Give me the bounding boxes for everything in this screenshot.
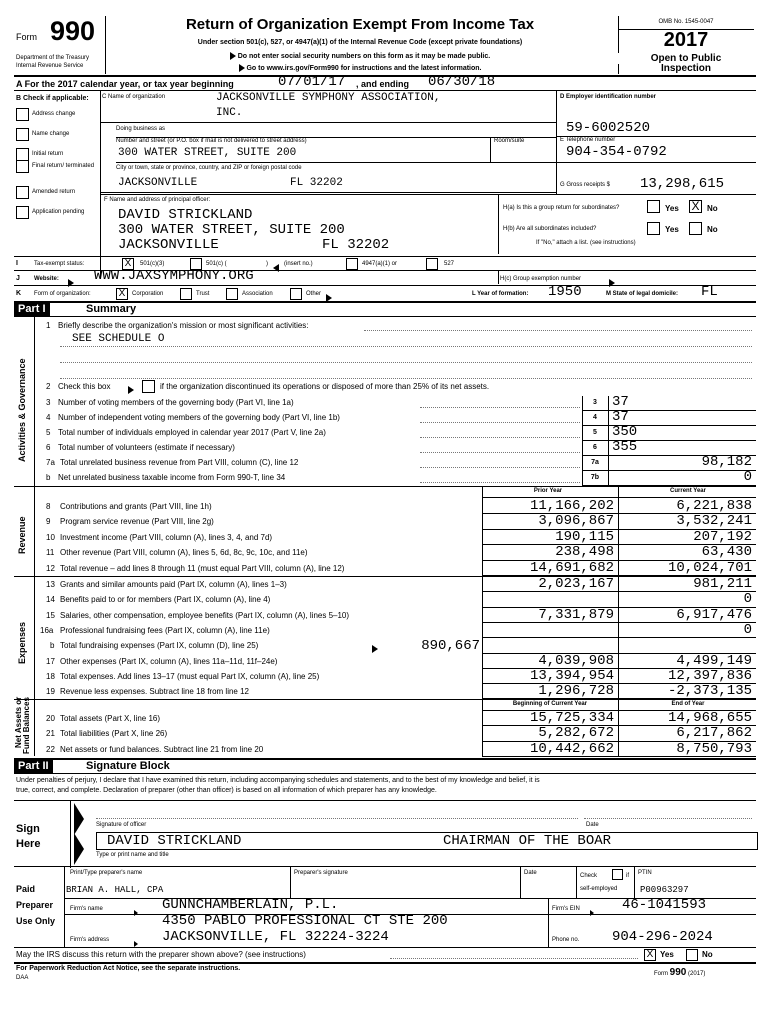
current-year-value: 12,397,836 <box>667 667 752 684</box>
org-city: JACKSONVILLE <box>118 177 198 189</box>
gov-line-text: Net unrelated business taxable income from Form 990-T, line 34 <box>58 473 286 482</box>
officer-printed-name: DAVID STRICKLAND <box>107 833 242 849</box>
fin-line-text: Other expenses (Part IX, column (A), lines 11a–11d, 11f–24e) <box>60 656 278 666</box>
gov-line-text: Total number of volunteers (estimate if necessary) <box>58 443 235 452</box>
tax-year-begin: 07/01/17 <box>278 74 346 90</box>
sign-arrow-icon <box>74 803 84 835</box>
prior-year-value: 14,691,682 <box>529 559 614 576</box>
4947-checkbox[interactable] <box>346 258 358 270</box>
prior-year-value: 5,282,672 <box>538 725 614 742</box>
open-public-2: Inspection <box>660 63 711 74</box>
b-item-label: Address change <box>32 111 76 117</box>
part1-label: Part I <box>14 303 50 316</box>
arrow-icon <box>590 904 594 922</box>
501c3-checkbox[interactable]: X <box>122 258 134 270</box>
year-formation: 1950 <box>548 284 582 300</box>
prior-year-value: 3,096,867 <box>538 513 614 530</box>
prior-year-value: 7,331,879 <box>538 606 614 623</box>
fin-line-text: Total expenses. Add lines 13–17 (must equal Part IX, column (A), line 25) <box>60 671 320 681</box>
arrow-left-icon <box>273 259 279 277</box>
fin-line-text: Program service revenue (Part VIII, line 2g) <box>60 517 214 527</box>
part2-title: Signature Block <box>86 760 170 772</box>
form-ref: Form 990 (2017) <box>654 967 706 978</box>
ha-label: H(a) Is this a group return for subordinates? <box>503 205 620 211</box>
other-checkbox[interactable] <box>290 288 302 300</box>
gov-line-text: Total number of individuals employed in calendar year 2017 (Part V, line 2a) <box>58 428 326 437</box>
prior-year-value: 238,498 <box>555 544 614 561</box>
prior-year-value: 13,394,954 <box>529 667 614 684</box>
self-employed-checkbox[interactable] <box>612 869 623 880</box>
hc-label: H(c) Group exemption number <box>500 276 582 282</box>
dept-line2: Internal Revenue Service <box>16 63 84 69</box>
part1-title: Summary <box>86 303 137 315</box>
gov-line-text: Number of voting members of the governing body (Part VI, line 1a) <box>58 398 294 407</box>
ptin-label: PTIN <box>638 870 652 876</box>
discuss-no-checkbox[interactable] <box>686 949 698 961</box>
hb-no-checkbox[interactable] <box>689 222 702 235</box>
arrow-icon <box>239 64 245 72</box>
sign-arrow-icon <box>74 833 84 865</box>
current-year-value: 207,192 <box>693 528 752 545</box>
current-year-value: 6,917,476 <box>676 606 752 623</box>
current-year-value: 14,968,655 <box>667 710 752 726</box>
officer-street: 300 WATER STREET, SUITE 200 <box>118 222 345 238</box>
hb-label: H(b) Are all subordinates included? <box>503 226 597 232</box>
dba-label: Doing business as <box>116 126 166 132</box>
prior-year-value: 1,296,728 <box>538 683 614 700</box>
preparer-date-label: Date <box>524 870 537 876</box>
form-subtitle: Under section 501(c), 527, or 4947(a)(1) of the Internal Revenue Code (except private foundations) <box>197 39 523 46</box>
current-year-value: 3,532,241 <box>676 513 752 530</box>
fin-line-text: Grants and similar amounts paid (Part IX, column (A), lines 1–3) <box>60 580 287 589</box>
current-year-value: 6,217,862 <box>676 725 752 742</box>
discuss-yes-checkbox[interactable]: X <box>644 949 656 961</box>
prior-year-value: 2,023,167 <box>538 576 614 592</box>
line1-text: Briefly describe the organization's mission or most significant activities: <box>58 321 309 330</box>
gov-line-value: 37 <box>612 394 629 410</box>
sidebar-expenses: Expenses <box>17 621 27 664</box>
org-state-zip: FL 32202 <box>290 177 343 189</box>
state-domicile: FL <box>701 284 718 300</box>
officer-name: DAVID STRICKLAND <box>118 207 253 223</box>
fin-line-text: Total revenue – add lines 8 through 11 (must equal Part VIII, column (A), line 12) <box>60 563 345 573</box>
current-year-value: 981,211 <box>693 576 752 592</box>
officer-name-title-field <box>96 832 758 850</box>
org-street: 300 WATER STREET, SUITE 200 <box>118 147 297 159</box>
tax-year-end: 06/30/18 <box>428 74 496 90</box>
firm-address-1: 4350 PABLO PROFESSIONAL CT STE 200 <box>162 913 448 929</box>
tax-year: 2017 <box>663 29 709 51</box>
fin-line-text: Investment income (Part VIII, column (A), lines 3, 4, and 7d) <box>60 532 273 542</box>
current-year-value: 6,221,838 <box>676 498 752 514</box>
association-checkbox[interactable] <box>226 288 238 300</box>
col-current-year: Current Year <box>670 488 706 494</box>
irs-instructions-note: Go to www.irs.gov/Form990 for instructions and the latest information. <box>105 64 615 72</box>
ha-no-checkbox[interactable]: X <box>689 200 702 213</box>
part2-label: Part II <box>14 760 53 773</box>
org-name-line1: JACKSONVILLE SYMPHONY ASSOCIATION, <box>216 92 441 104</box>
gross-receipts: 13,298,615 <box>640 176 725 192</box>
fin-line-text: Net assets or fund balances. Subtract line 21 from line 20 <box>60 744 264 754</box>
col-end-year: End of Year <box>671 701 705 707</box>
b-item-label: Application pending <box>32 209 85 215</box>
prior-year-value: 10,442,662 <box>529 740 614 757</box>
527-checkbox[interactable] <box>426 258 438 270</box>
current-year-value: -2,373,135 <box>667 683 752 700</box>
current-year-value: 0 <box>743 621 752 638</box>
gov-line-value: 98,182 <box>701 454 752 470</box>
arrow-icon <box>609 274 615 292</box>
gov-line-text: Total unrelated business revenue from Part VIII, column (C), line 12 <box>60 458 299 467</box>
fin-line-text: Revenue less expenses. Subtract line 18 from line 12 <box>60 687 249 697</box>
ssn-note: Do not enter social security numbers on this form as it may be made public. <box>105 52 615 60</box>
b-checkbox-4[interactable] <box>16 186 29 199</box>
hb-note: If "No," attach a list. (see instructions) <box>536 240 636 246</box>
fin-line-text: Contributions and grants (Part VIII, line 1h) <box>60 502 212 511</box>
org-name-label: C Name of organization <box>102 94 166 100</box>
ein-label: D Employer identification number <box>560 94 657 100</box>
b-checkbox-1[interactable] <box>16 128 29 141</box>
website: WWW.JAXSYMPHONY.ORG <box>94 268 254 284</box>
ha-yes-checkbox[interactable] <box>647 200 660 213</box>
officer-state-zip: FL 32202 <box>322 237 390 253</box>
fin-line-text: Total assets (Part X, line 16) <box>60 714 161 723</box>
b-checkbox-5[interactable] <box>16 206 29 219</box>
preparer-signature-label: Preparer's signature <box>294 870 348 876</box>
b-checkbox-0[interactable] <box>16 108 29 121</box>
corporation-checkbox[interactable]: X <box>116 288 128 300</box>
firm-phone: 904-296-2024 <box>612 929 713 945</box>
sig-date-label: Date <box>586 822 599 828</box>
paperwork-notice: For Paperwork Reduction Act Notice, see the separate instructions. <box>16 965 241 972</box>
col-beginning-year: Beginning of Current Year <box>512 701 588 707</box>
daa-label: DAA <box>16 975 29 981</box>
org-ein: 59-6002520 <box>566 120 651 136</box>
col-prior-year: Prior Year <box>533 488 563 494</box>
signature-officer-label: Signature of officer <box>96 822 147 828</box>
gov-line-text: Number of independent voting members of the governing body (Part VI, line 1b) <box>58 413 340 422</box>
fin-line-text: Professional fundraising fees (Part IX, column (A), line 11e) <box>60 625 270 635</box>
sidebar-net-assets-1: Net Assets or <box>14 696 23 748</box>
org-phone: 904-354-0792 <box>566 144 667 160</box>
sidebar-activities-governance: Activities & Governance <box>17 358 27 462</box>
dept-line1: Department of the Treasury <box>16 55 90 61</box>
perjury-line1: Under penalties of perjury, I declare that I have examined this return, including accompanying schedules and statements, and to the best of my knowledge and belief, it is <box>16 777 540 784</box>
b-item-label: Name change <box>32 131 70 137</box>
form-title: Return of Organization Exempt From Income Tax <box>185 16 535 33</box>
sidebar-net-assets-2: Fund Balances <box>22 697 31 754</box>
discuss-question: May the IRS discuss this return with the preparer shown above? (see instructions) <box>16 950 306 959</box>
firm-name: GUNNCHAMBERLAIN, P.L. <box>162 897 339 913</box>
b-checkbox-3[interactable] <box>16 160 29 173</box>
preparer-name-label: Print/Type preparer's name <box>70 870 143 876</box>
street-label: Number and street (or P.O. box if mail is not delivered to street address) <box>116 138 307 144</box>
prior-year-value: 4,039,908 <box>538 652 614 669</box>
fin-line-text: Other revenue (Part VIII, column (A), lines 5, 6d, 8c, 9c, 10c, and 11e) <box>60 548 308 558</box>
gov-line-value: 37 <box>612 409 629 425</box>
arrow-icon <box>128 381 134 399</box>
current-year-value: 4,499,149 <box>676 652 752 669</box>
fin-line-text: Total liabilities (Part X, line 26) <box>60 729 168 739</box>
open-public-1: Open to Public <box>618 53 754 64</box>
b-item-label: Initial return <box>32 151 64 157</box>
perjury-line2: true, correct, and complete. Declaration of preparer (other than officer) is based on all information of which preparer has any knowledge. <box>16 787 437 794</box>
hb-yes-checkbox[interactable] <box>647 222 660 235</box>
fin-line-text: Salaries, other compensation, employee benefits (Part IX, column (A), lines 5–10) <box>60 610 350 620</box>
current-year-value: 63,430 <box>701 544 752 561</box>
form-number: 990 <box>50 16 96 46</box>
arrow-icon <box>230 52 236 60</box>
gov-line-value: 355 <box>612 439 638 455</box>
gov-line-value: 0 <box>743 469 752 485</box>
firm-ein: 46-1041593 <box>622 897 707 913</box>
current-year-value: 10,024,701 <box>667 559 752 576</box>
form-word: Form <box>16 32 37 42</box>
b-item-label: Amended return <box>32 189 76 195</box>
current-year-value: 8,750,793 <box>676 740 752 757</box>
gov-line-value: 350 <box>612 424 638 440</box>
type-name-label: Type or print name and title <box>96 852 169 858</box>
prior-year-value: 190,115 <box>555 528 614 545</box>
current-year-value: 0 <box>743 591 752 608</box>
omb-number: OMB No. 1545-0047 <box>658 19 714 25</box>
fundraising-total: 890,667 <box>421 638 480 654</box>
city-label: City or town, state or province, country, and ZIP or foreign postal code <box>116 165 302 171</box>
fin-line-text: Total fundraising expenses (Part IX, column (D), line 25) <box>60 641 259 651</box>
officer-city: JACKSONVILLE <box>118 237 219 253</box>
gross-receipts-label: G Gross receipts $ <box>560 182 611 188</box>
firm-address-2: JACKSONVILLE, FL 32224-3224 <box>162 929 389 945</box>
officer-title: CHAIRMAN OF THE BOAR <box>443 833 612 849</box>
arrow-icon <box>326 289 332 307</box>
preparer-name: BRIAN A. HALL, CPA <box>66 885 164 895</box>
phone-label: E Telephone number <box>560 137 616 143</box>
room-label: Room/suite <box>494 138 525 144</box>
trust-checkbox[interactable] <box>180 288 192 300</box>
b-item-label: Final return/ terminated <box>32 163 95 169</box>
sidebar-revenue: Revenue <box>17 516 27 554</box>
prior-year-value: 15,725,334 <box>529 710 614 726</box>
fin-line-text: Benefits paid to or for members (Part IX, column (A), line 4) <box>60 595 271 605</box>
officer-label: F Name and address of principal officer: <box>104 197 211 203</box>
mission: SEE SCHEDULE O <box>72 333 165 345</box>
arrow-icon <box>134 904 138 922</box>
arrow-icon <box>372 640 378 658</box>
preparer-ptin: P00963297 <box>640 885 689 895</box>
prior-year-value: 11,166,202 <box>529 498 614 514</box>
discontinued-checkbox[interactable] <box>142 380 155 393</box>
org-name-line2: INC. <box>216 107 243 119</box>
arrow-icon <box>68 274 74 292</box>
